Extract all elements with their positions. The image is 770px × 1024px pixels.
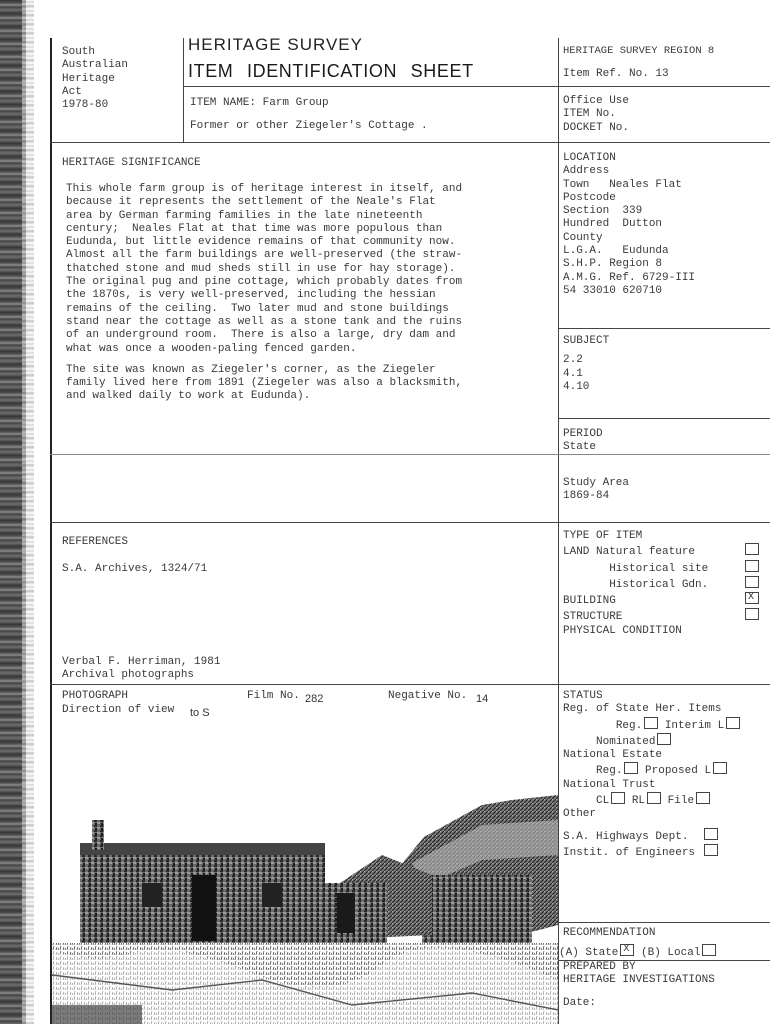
direction-label: Direction of view bbox=[62, 704, 175, 716]
direction-value: to S bbox=[190, 707, 210, 719]
dotted-scan-line bbox=[50, 454, 770, 455]
text-line: The original pug and pine cottage, which probably dates from bbox=[66, 276, 463, 289]
location-block bbox=[563, 152, 695, 298]
text-line: Hundred Dutton bbox=[563, 218, 663, 231]
checkbox-file[interactable] bbox=[696, 792, 710, 804]
type-of-item-label: BUILDING bbox=[563, 595, 616, 608]
type-of-item-checkbox[interactable] bbox=[745, 576, 759, 588]
text-line: because it represents the settlement of the Neale's Flat bbox=[66, 196, 436, 209]
checkbox-proposed[interactable] bbox=[713, 762, 727, 774]
subject-block bbox=[563, 335, 609, 394]
location-heading: LOCATION bbox=[563, 152, 616, 164]
recommendation-block bbox=[559, 927, 770, 1010]
item-ref: Item Ref. No. 13 bbox=[563, 68, 669, 80]
divider-act bbox=[183, 38, 184, 142]
divider-photograph bbox=[50, 684, 770, 685]
text-line: what was once a wooden-paling fenced garden. bbox=[66, 342, 357, 355]
film-value: 282 bbox=[305, 693, 324, 705]
text-line: remains of the ceiling. Two later mud and stone buildings bbox=[66, 302, 449, 315]
location-lines bbox=[563, 165, 695, 298]
scan-binding-shadow bbox=[22, 0, 34, 1024]
study-area-block bbox=[563, 477, 629, 504]
period-heading: PERIOD bbox=[563, 428, 603, 440]
text-line: Eudunda, but little evidence remains of that community now. bbox=[66, 236, 456, 249]
text-line: Almost all the farm buildings are well-preserved (the straw- bbox=[66, 249, 463, 262]
recommendation-heading: RECOMMENDATION bbox=[563, 927, 656, 939]
text-line: L.G.A. Eudunda bbox=[563, 245, 669, 258]
status-engineers: Instit. of Engineers bbox=[563, 846, 696, 859]
status-ne-reg: Reg. bbox=[596, 765, 623, 778]
preparer-name: HERITAGE INVESTIGATIONS bbox=[563, 973, 715, 986]
checkbox-highways[interactable] bbox=[704, 828, 718, 840]
references-archival: Archival photographs bbox=[62, 669, 195, 681]
former-name: Former or other Ziegeler's Cottage . bbox=[190, 120, 428, 132]
study-area-value: 1869-84 bbox=[563, 490, 610, 503]
divider-right-column bbox=[558, 38, 559, 1024]
act-line: Australian bbox=[62, 59, 129, 72]
prepared-by-label: PREPARED BY bbox=[563, 960, 636, 973]
status-national-estate: National Estate bbox=[563, 749, 663, 762]
recommendation-local-label: (B) Local bbox=[641, 947, 701, 960]
checkbox-ne-reg[interactable] bbox=[624, 762, 638, 774]
negative-value: 14 bbox=[476, 693, 489, 705]
significance-heading: HERITAGE SIGNIFICANCE bbox=[62, 157, 201, 169]
office-use-block bbox=[563, 95, 629, 135]
type-of-item-block bbox=[563, 530, 770, 638]
divider-header bbox=[50, 142, 770, 143]
text-line: A.M.G. Ref. 6729-III bbox=[563, 271, 696, 284]
significance-text bbox=[66, 183, 554, 412]
text-line: and walked daily to work at Eudunda). bbox=[66, 390, 311, 403]
region-label: HERITAGE SURVEY REGION 8 bbox=[563, 45, 715, 57]
office-use-line: DOCKET No. bbox=[563, 121, 630, 134]
divider-recommendation bbox=[558, 922, 770, 923]
text-line: family lived here from 1891 (Ziegeler was also a blacksmith, bbox=[66, 377, 463, 390]
status-reg-state: Reg. of State Her. Items bbox=[563, 703, 722, 716]
checkbox-reg[interactable] bbox=[644, 717, 658, 729]
type-of-item-row bbox=[563, 608, 770, 624]
item-name: ITEM NAME: Farm Group bbox=[190, 97, 329, 109]
status-highways: S.A. Highways Dept. bbox=[563, 830, 689, 843]
divider-subject bbox=[558, 328, 770, 329]
checkbox-nominated[interactable] bbox=[657, 733, 671, 745]
photograph-heading: PHOTOGRAPH bbox=[62, 690, 129, 702]
subject-code: 4.10 bbox=[563, 380, 590, 393]
period-block bbox=[563, 428, 603, 455]
divider-title bbox=[183, 86, 558, 87]
status-block bbox=[563, 690, 770, 860]
checkbox-interim[interactable] bbox=[726, 717, 740, 729]
type-of-item-checkbox[interactable] bbox=[745, 592, 759, 604]
type-heading: TYPE OF ITEM bbox=[563, 530, 643, 542]
status-heading: STATUS bbox=[563, 690, 603, 702]
text-line: This whole farm group is of heritage interest in itself, and bbox=[66, 183, 463, 195]
divider-ref bbox=[558, 86, 770, 87]
office-use-line: ITEM No. bbox=[563, 108, 616, 121]
status-reg: Reg. bbox=[615, 719, 643, 732]
film-label: Film No. bbox=[247, 690, 300, 702]
subject-heading: SUBJECT bbox=[563, 335, 610, 347]
type-of-item-row bbox=[563, 592, 770, 608]
status-cl: CL bbox=[596, 795, 610, 808]
status-file: File bbox=[667, 795, 695, 808]
recommendation-state-label: (A) State bbox=[559, 947, 619, 960]
status-rl: RL bbox=[631, 795, 646, 808]
act-line: 1978-80 bbox=[62, 99, 109, 112]
type-of-item-row bbox=[563, 543, 770, 559]
type-of-item-checkbox[interactable] bbox=[745, 543, 759, 555]
significance-paragraph-1 bbox=[66, 183, 554, 356]
text-line: the 1870s, is very well-preserved, including the hessian bbox=[66, 289, 436, 302]
type-rows bbox=[563, 543, 770, 624]
type-of-item-checkbox[interactable] bbox=[745, 560, 759, 572]
text-line: stand near the cottage as well as a stone tank and the ruins bbox=[66, 315, 463, 328]
checkbox-local-recommendation[interactable] bbox=[702, 944, 716, 956]
sheet-title: ITEM IDENTIFICATION SHEET bbox=[188, 61, 474, 81]
act-line: Act bbox=[62, 85, 82, 98]
date-label: Date: bbox=[563, 997, 597, 1010]
type-of-item-label: Historical site bbox=[563, 562, 709, 575]
act-line: Heritage bbox=[62, 72, 115, 85]
act-block bbox=[62, 46, 182, 112]
negative-label: Negative No. bbox=[388, 690, 468, 702]
references-heading: REFERENCES bbox=[62, 536, 129, 548]
subject-code: 4.1 bbox=[563, 367, 583, 380]
divider-references bbox=[50, 522, 770, 523]
text-line: Address bbox=[563, 165, 610, 178]
type-of-item-label: Historical Gdn. bbox=[563, 578, 709, 591]
text-line: century; Neales Flat at that time was more populous than bbox=[66, 222, 443, 235]
text-line: Section 339 bbox=[563, 205, 643, 218]
text-line: area by German farming families in the late nineteenth bbox=[66, 209, 423, 222]
type-of-item-label: LAND Natural feature bbox=[563, 546, 696, 559]
survey-title: HERITAGE SURVEY bbox=[188, 35, 363, 54]
type-of-item-row bbox=[563, 576, 770, 592]
text-line: thatched stone and mud sheds still in use for hay storage). bbox=[66, 262, 456, 275]
status-other: Other bbox=[563, 808, 597, 821]
office-use-line: Office Use bbox=[563, 95, 630, 107]
text-line: Town Neales Flat bbox=[563, 178, 682, 191]
text-line: The site was known as Ziegeler's corner, as the Ziegeler bbox=[66, 363, 436, 376]
text-line: Postcode bbox=[563, 191, 616, 204]
status-interim: Interim L bbox=[664, 719, 725, 732]
farm-cottage-photograph bbox=[52, 775, 558, 1024]
checkbox-cl[interactable] bbox=[611, 792, 625, 804]
period-value: State bbox=[563, 441, 597, 454]
type-of-item-label: STRUCTURE bbox=[563, 611, 623, 624]
checkbox-state-recommendation[interactable] bbox=[620, 944, 634, 956]
references-verbal: Verbal F. Herriman, 1981 bbox=[62, 656, 221, 668]
type-of-item-row bbox=[563, 560, 770, 576]
references-archive: S.A. Archives, 1324/71 bbox=[62, 563, 208, 575]
physical-condition: PHYSICAL CONDITION bbox=[563, 624, 682, 637]
act-line: South bbox=[62, 46, 96, 58]
status-national-trust: National Trust bbox=[563, 778, 656, 791]
text-line: of an underground room. There is also a large, dry dam and bbox=[66, 329, 456, 342]
significance-paragraph-2 bbox=[66, 364, 554, 404]
divider-period bbox=[558, 418, 770, 419]
study-area-label: Study Area bbox=[563, 477, 630, 489]
type-of-item-checkbox[interactable] bbox=[745, 608, 759, 620]
status-nominated: Nominated bbox=[596, 735, 656, 748]
checkbox-engineers[interactable] bbox=[704, 844, 718, 856]
text-line: 54 33010 620710 bbox=[563, 284, 663, 297]
status-proposed: Proposed L bbox=[645, 765, 712, 778]
subject-code: 2.2 bbox=[563, 354, 583, 367]
text-line: County bbox=[563, 231, 603, 244]
text-line: S.H.P. Region 8 bbox=[563, 258, 663, 271]
checkbox-rl[interactable] bbox=[647, 792, 661, 804]
